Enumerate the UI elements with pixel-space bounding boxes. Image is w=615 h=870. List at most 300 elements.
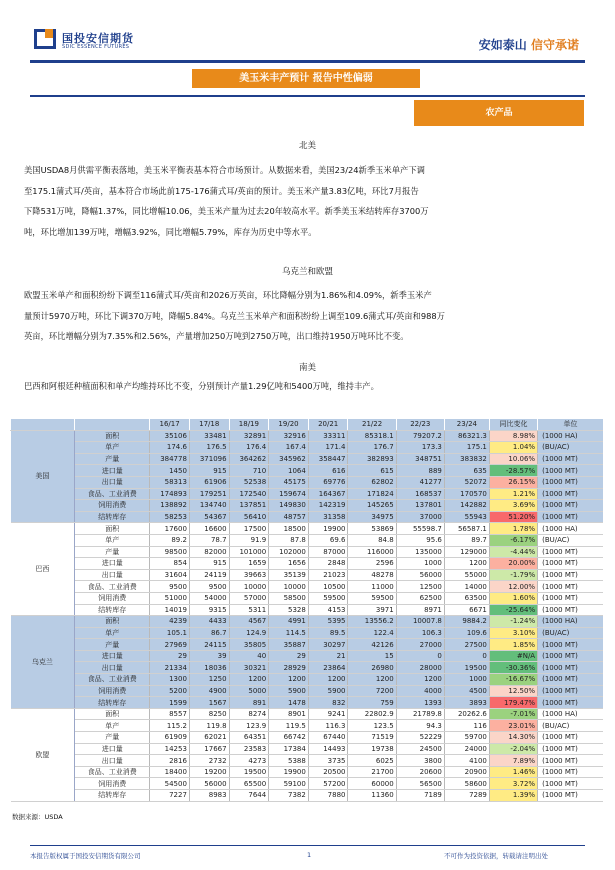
value-cell: 7382 [269, 790, 309, 802]
unit-cell: (1000 MT) [538, 581, 603, 593]
value-cell: 11000 [348, 581, 396, 593]
change-cell: -1.24% [489, 616, 537, 628]
value-cell: 175.1 [444, 442, 489, 454]
value-cell: 4991 [269, 616, 309, 628]
table-row [11, 604, 604, 616]
value-cell: 7227 [150, 790, 190, 802]
value-cell: 55000 [444, 569, 489, 581]
unit-cell: (1000 MT) [538, 500, 603, 512]
value-cell: 0 [444, 650, 489, 662]
value-cell: 17667 [189, 743, 229, 755]
value-cell: 19900 [308, 523, 348, 535]
value-cell: 8274 [229, 708, 269, 720]
unit-cell: (1000 MT) [538, 511, 603, 523]
column-header: 同比变化 [489, 419, 537, 430]
column-header: 单位 [538, 419, 603, 430]
value-cell: 4433 [189, 616, 229, 628]
column-header: 22/23 [396, 419, 444, 430]
value-cell: 37000 [396, 511, 444, 523]
change-cell: 3.69% [489, 500, 537, 512]
value-cell: 48278 [348, 569, 396, 581]
change-cell: -16.67% [489, 674, 537, 686]
value-cell: 8971 [396, 604, 444, 616]
change-cell: 10.06% [489, 453, 537, 465]
value-cell: 61909 [150, 732, 190, 744]
metric-cell: 出口量 [75, 569, 150, 581]
value-cell: 101000 [229, 546, 269, 558]
metric-cell: 面积 [75, 616, 150, 628]
value-cell: 710 [229, 465, 269, 477]
text-line: 至175.1蒲式耳/英亩，基本符合市场此前175-176蒲式耳/英亩的预计。美玉米产量3.83亿吨，环比7月报告 [24, 185, 419, 196]
metric-cell: 进口量 [75, 465, 150, 477]
value-cell: 94.3 [396, 720, 444, 732]
value-cell: 89.5 [308, 627, 348, 639]
value-cell: 0 [396, 650, 444, 662]
value-cell: 159674 [269, 488, 309, 500]
value-cell: 109.6 [444, 627, 489, 639]
value-cell: 54367 [189, 511, 229, 523]
value-cell: 33481 [189, 430, 229, 442]
value-cell: 345962 [269, 453, 309, 465]
value-cell: 1200 [348, 674, 396, 686]
unit-cell: (1000 MT) [538, 558, 603, 570]
value-cell: 854 [150, 558, 190, 570]
slogan-part-a: 安如泰山 [478, 38, 527, 52]
value-cell: 7189 [396, 790, 444, 802]
value-cell: 54500 [150, 778, 190, 790]
metric-cell: 饲用消费 [75, 500, 150, 512]
value-cell: 9315 [189, 604, 229, 616]
value-cell: 164367 [308, 488, 348, 500]
table-row [11, 790, 604, 802]
unit-cell: (1000 MT) [538, 488, 603, 500]
value-cell: 85318.1 [348, 430, 396, 442]
column-header: 17/18 [189, 419, 229, 430]
value-cell: 19900 [269, 766, 309, 778]
value-cell: 58313 [150, 476, 190, 488]
value-cell: 5388 [269, 755, 309, 767]
value-cell: 1200 [396, 674, 444, 686]
value-cell: 52229 [396, 732, 444, 744]
value-cell: 28000 [396, 662, 444, 674]
value-cell: 86.7 [189, 627, 229, 639]
value-cell: 123.9 [229, 720, 269, 732]
unit-cell: (BU/AC) [538, 442, 603, 454]
value-cell: 145265 [348, 500, 396, 512]
table-row [11, 476, 604, 488]
value-cell: 7289 [444, 790, 489, 802]
value-cell: 78.7 [189, 534, 229, 546]
text-line: 欧盟玉米单产和面积纷纷下调至116蒲式耳/英亩和2026万英亩，环比降幅分别为1.86%和4.09%，新季玉米产 [24, 290, 432, 300]
metric-cell: 面积 [75, 523, 150, 535]
value-cell: 171824 [348, 488, 396, 500]
value-cell: 3800 [396, 755, 444, 767]
value-cell: 20600 [396, 766, 444, 778]
value-cell: 119.8 [189, 720, 229, 732]
value-cell: 4900 [189, 685, 229, 697]
value-cell: 11360 [348, 790, 396, 802]
change-cell: 12.50% [489, 685, 537, 697]
value-cell: 56410 [229, 511, 269, 523]
header-rule [30, 60, 585, 63]
change-cell: 3.10% [489, 627, 537, 639]
value-cell: 56000 [396, 569, 444, 581]
value-cell: 58253 [150, 511, 190, 523]
value-cell: 48757 [269, 511, 309, 523]
value-cell: 891 [229, 697, 269, 709]
value-cell: 27500 [444, 639, 489, 651]
value-cell: 55943 [444, 511, 489, 523]
unit-cell: (1000 MT) [538, 790, 603, 802]
change-cell: 51.20% [489, 511, 537, 523]
unit-cell: (1000 MT) [538, 662, 603, 674]
value-cell: 172540 [229, 488, 269, 500]
value-cell: 105.1 [150, 627, 190, 639]
value-cell: 382893 [348, 453, 396, 465]
value-cell: 63500 [444, 592, 489, 604]
value-cell: 53869 [348, 523, 396, 535]
metric-cell: 产量 [75, 732, 150, 744]
value-cell: 65500 [229, 778, 269, 790]
value-cell: 5395 [308, 616, 348, 628]
metric-cell: 饲用消费 [75, 685, 150, 697]
unit-cell: (BU/AC) [538, 720, 603, 732]
value-cell: 3971 [348, 604, 396, 616]
value-cell: 4273 [229, 755, 269, 767]
value-cell: 116.3 [308, 720, 348, 732]
value-cell: 89.7 [444, 534, 489, 546]
value-cell: 176.4 [229, 442, 269, 454]
metric-cell: 食品、工业消费 [75, 766, 150, 778]
unit-cell: (1000 MT) [538, 639, 603, 651]
value-cell: 371096 [189, 453, 229, 465]
value-cell: 1200 [269, 674, 309, 686]
value-cell: 4153 [308, 604, 348, 616]
unit-cell: (1000 MT) [538, 465, 603, 477]
change-cell: -25.64% [489, 604, 537, 616]
value-cell: 358447 [308, 453, 348, 465]
table-row [11, 500, 604, 512]
value-cell: 35139 [269, 569, 309, 581]
metric-cell: 食品、工业消费 [75, 488, 150, 500]
metric-cell: 食品、工业消费 [75, 674, 150, 686]
value-cell: 1200 [229, 674, 269, 686]
value-cell: 17600 [150, 523, 190, 535]
footer-disclaimer: 不可作为投资依据，转载请注明出处 [444, 852, 548, 860]
change-cell: 23.01% [489, 720, 537, 732]
unit-cell: (1000 MT) [538, 592, 603, 604]
metric-cell: 产量 [75, 639, 150, 651]
value-cell: 39 [189, 650, 229, 662]
unit-cell: (1000 HA) [538, 708, 603, 720]
value-cell: 56000 [189, 778, 229, 790]
unit-cell: (1000 MT) [538, 650, 603, 662]
value-cell: 16600 [189, 523, 229, 535]
text-line: 吨，环比增加139万吨，增幅3.92%，同比增幅5.79%，库存为历史中等水平。 [24, 226, 317, 237]
value-cell: 56587.1 [444, 523, 489, 535]
column-header [75, 419, 150, 430]
value-cell: 102000 [269, 546, 309, 558]
change-cell: -4.44% [489, 546, 537, 558]
value-cell: 1656 [269, 558, 309, 570]
metric-cell: 食品、工业消费 [75, 581, 150, 593]
table-row [11, 708, 604, 720]
brand-name-cn: 国投安信期货 [62, 32, 134, 45]
page-number: 1 [307, 851, 312, 859]
value-cell: 10007.8 [396, 616, 444, 628]
country-cell: 美国 [11, 430, 75, 523]
unit-cell: (1000 MT) [538, 743, 603, 755]
value-cell: 8901 [269, 708, 309, 720]
unit-cell: (1000 MT) [538, 755, 603, 767]
value-cell: 19500 [444, 662, 489, 674]
value-cell: 21 [308, 650, 348, 662]
value-cell: 20500 [308, 766, 348, 778]
table-row [11, 743, 604, 755]
value-cell: 15 [348, 650, 396, 662]
metric-cell: 出口量 [75, 476, 150, 488]
value-cell: 124.9 [229, 627, 269, 639]
value-cell: 116 [444, 720, 489, 732]
value-cell: 14019 [150, 604, 190, 616]
value-cell: 29 [269, 650, 309, 662]
value-cell: 5328 [269, 604, 309, 616]
change-cell: -7.01% [489, 708, 537, 720]
value-cell: 59700 [444, 732, 489, 744]
value-cell: 56500 [396, 778, 444, 790]
value-cell: 54000 [189, 592, 229, 604]
change-cell: 20.00% [489, 558, 537, 570]
value-cell: 26980 [348, 662, 396, 674]
table-row [11, 465, 604, 477]
value-cell: 62500 [396, 592, 444, 604]
unit-cell: (1000 HA) [538, 616, 603, 628]
value-cell: 174.6 [150, 442, 190, 454]
value-cell: 115.2 [150, 720, 190, 732]
value-cell: 615 [348, 465, 396, 477]
table-row [11, 581, 604, 593]
table-row [11, 453, 604, 465]
value-cell: 62802 [348, 476, 396, 488]
page-header [0, 0, 615, 60]
value-cell: 10000 [269, 581, 309, 593]
change-cell: -6.17% [489, 534, 537, 546]
metric-cell: 面积 [75, 430, 150, 442]
value-cell: 149830 [269, 500, 309, 512]
footer-copyright: 本报告版权属于国投安信期货有限公司 [30, 852, 141, 860]
unit-cell: (1000 MT) [538, 674, 603, 686]
value-cell: 176.7 [348, 442, 396, 454]
unit-cell: (1000 MT) [538, 766, 603, 778]
unit-cell: (1000 MT) [538, 546, 603, 558]
value-cell: 62021 [189, 732, 229, 744]
value-cell: 167.4 [269, 442, 309, 454]
value-cell: 89.2 [150, 534, 190, 546]
value-cell: 1393 [396, 697, 444, 709]
metric-cell: 饲用消费 [75, 592, 150, 604]
table-row [11, 546, 604, 558]
column-header: 21/22 [348, 419, 396, 430]
value-cell: 69.6 [308, 534, 348, 546]
value-cell: 142882 [444, 500, 489, 512]
table-row [11, 442, 604, 454]
value-cell: 28929 [269, 662, 309, 674]
table-row [11, 430, 604, 442]
value-cell: 95.6 [396, 534, 444, 546]
value-cell: 57000 [229, 592, 269, 604]
metric-cell: 进口量 [75, 743, 150, 755]
value-cell: 635 [444, 465, 489, 477]
value-cell: 1478 [269, 697, 309, 709]
column-header [11, 419, 75, 430]
table-row [11, 674, 604, 686]
value-cell: 87.8 [269, 534, 309, 546]
column-header: 19/20 [269, 419, 309, 430]
change-cell: 1.78% [489, 523, 537, 535]
value-cell: 20262.6 [444, 708, 489, 720]
value-cell: 30321 [229, 662, 269, 674]
value-cell: 57200 [308, 778, 348, 790]
value-cell: 24500 [396, 743, 444, 755]
value-cell: 832 [308, 697, 348, 709]
value-cell: 170570 [444, 488, 489, 500]
value-cell: 5900 [308, 685, 348, 697]
table-row [11, 569, 604, 581]
table-body [11, 419, 604, 801]
metric-cell: 进口量 [75, 650, 150, 662]
value-cell: 18036 [189, 662, 229, 674]
value-cell: 21700 [348, 766, 396, 778]
value-cell: 45175 [269, 476, 309, 488]
value-cell: 19200 [189, 766, 229, 778]
value-cell: 2816 [150, 755, 190, 767]
value-cell: 1567 [189, 697, 229, 709]
column-header: 18/19 [229, 419, 269, 430]
value-cell: 59500 [308, 592, 348, 604]
value-cell: 179251 [189, 488, 229, 500]
value-cell: 35805 [229, 639, 269, 651]
data-source: 数据来源：USDA [12, 813, 63, 821]
value-cell: 13556.2 [348, 616, 396, 628]
value-cell: 23864 [308, 662, 348, 674]
value-cell: 138892 [150, 500, 190, 512]
paragraph-ukraine-eu [24, 285, 590, 347]
change-cell: 8.98% [489, 430, 537, 442]
value-cell: 51000 [150, 592, 190, 604]
value-cell: 30297 [308, 639, 348, 651]
value-cell: 24115 [189, 639, 229, 651]
change-cell: -2.04% [489, 743, 537, 755]
text-line: 下降531万吨，降幅1.37%，同比增幅10.06，美玉米产量为过去20年较高水平。新季美玉米结转库存3700万 [24, 206, 429, 216]
value-cell: 42126 [348, 639, 396, 651]
section-title-ukraine-eu: 乌克兰和欧盟 [281, 267, 333, 277]
value-cell: 10500 [308, 581, 348, 593]
value-cell: 759 [348, 697, 396, 709]
value-cell: 1250 [189, 674, 229, 686]
value-cell: 915 [189, 558, 229, 570]
value-cell: 52072 [444, 476, 489, 488]
value-cell: 9500 [150, 581, 190, 593]
table-row [11, 662, 604, 674]
unit-cell: (1000 MT) [538, 476, 603, 488]
value-cell: 171.4 [308, 442, 348, 454]
value-cell: 58600 [444, 778, 489, 790]
value-cell: 24000 [444, 743, 489, 755]
value-cell: 1599 [150, 697, 190, 709]
slogan [479, 36, 579, 53]
change-cell: #N/A [489, 650, 537, 662]
value-cell: 7880 [308, 790, 348, 802]
value-cell: 84.8 [348, 534, 396, 546]
value-cell: 31358 [308, 511, 348, 523]
value-cell: 137801 [396, 500, 444, 512]
change-cell: 14.30% [489, 732, 537, 744]
value-cell: 384778 [150, 453, 190, 465]
value-cell: 98500 [150, 546, 190, 558]
change-cell: 1.85% [489, 639, 537, 651]
value-cell: 1659 [229, 558, 269, 570]
value-cell: 176.5 [189, 442, 229, 454]
change-cell: 1.39% [489, 790, 537, 802]
value-cell: 33311 [308, 430, 348, 442]
country-cell: 巴西 [11, 523, 75, 616]
value-cell: 35106 [150, 430, 190, 442]
value-cell: 1300 [150, 674, 190, 686]
value-cell: 64351 [229, 732, 269, 744]
table-row [11, 488, 604, 500]
metric-cell: 单产 [75, 534, 150, 546]
value-cell: 174893 [150, 488, 190, 500]
value-cell: 21334 [150, 662, 190, 674]
table-row [11, 650, 604, 662]
value-cell: 17500 [229, 523, 269, 535]
unit-cell: (BU/AC) [538, 627, 603, 639]
value-cell: 41277 [396, 476, 444, 488]
table-row [11, 766, 604, 778]
brand-name-en: SDIC ESSENCE FUTURES [62, 44, 130, 50]
table-row [11, 534, 604, 546]
paragraph-south-america [24, 376, 590, 397]
value-cell: 12500 [396, 581, 444, 593]
category-tag: 农产品 [414, 100, 584, 126]
value-cell: 32891 [229, 430, 269, 442]
value-cell: 3893 [444, 697, 489, 709]
table-row [11, 755, 604, 767]
section-title-north-america: 北美 [298, 141, 316, 151]
value-cell: 142319 [308, 500, 348, 512]
change-cell: -28.57% [489, 465, 537, 477]
table-row [11, 523, 604, 535]
metric-cell: 单产 [75, 720, 150, 732]
value-cell: 168537 [396, 488, 444, 500]
value-cell: 4100 [444, 755, 489, 767]
value-cell: 59100 [269, 778, 309, 790]
metric-cell: 产量 [75, 546, 150, 558]
value-cell: 69776 [308, 476, 348, 488]
text-line: 量预计5970万吨，环比下调370万吨，降幅5.84%。乌克兰玉米单产和面积纷纷上调至109.6蒲式耳/英亩和988万 [24, 310, 445, 321]
value-cell: 8250 [189, 708, 229, 720]
value-cell: 173.3 [396, 442, 444, 454]
table-row [11, 639, 604, 651]
value-cell: 9500 [189, 581, 229, 593]
section-title-south-america: 南美 [298, 363, 316, 373]
change-cell: 7.89% [489, 755, 537, 767]
change-cell: 3.72% [489, 778, 537, 790]
change-cell: -30.36% [489, 662, 537, 674]
metric-cell: 结转库存 [75, 697, 150, 709]
value-cell: 21789.8 [396, 708, 444, 720]
value-cell: 18400 [150, 766, 190, 778]
